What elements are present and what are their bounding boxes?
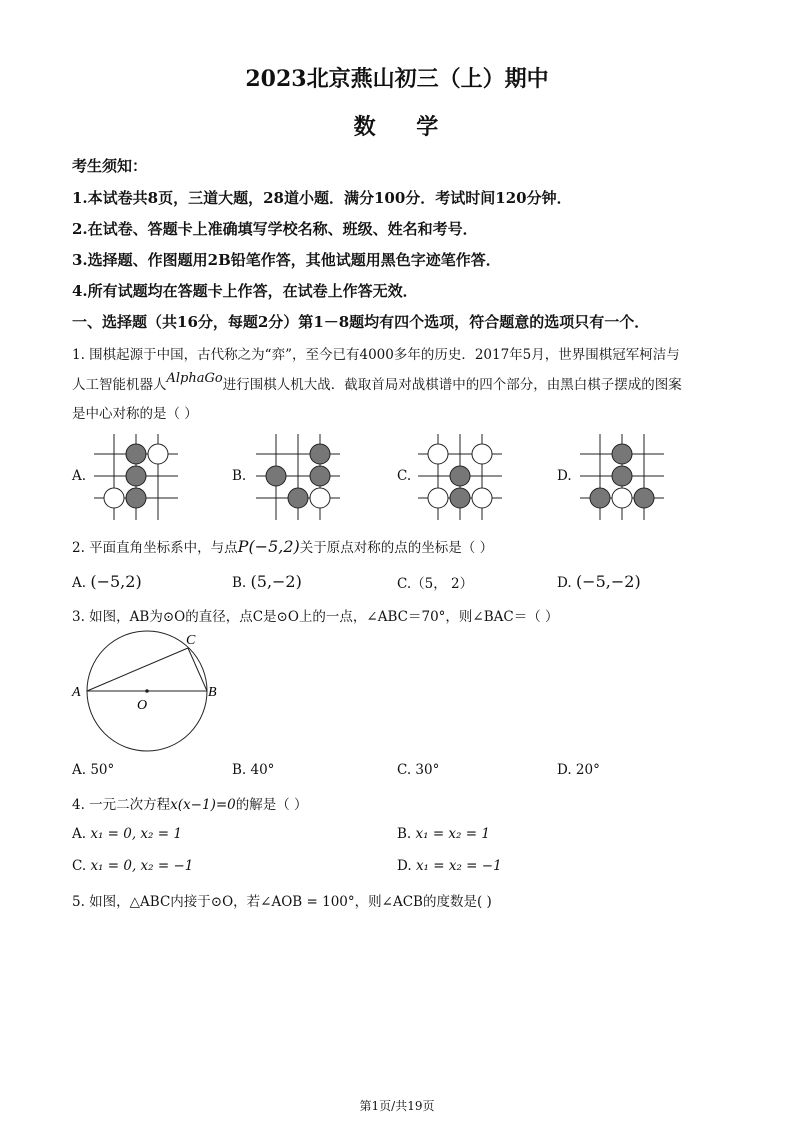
q4-option-d-value: x₁ = x₂ = −1 <box>415 858 502 874</box>
q4-option-b-value: x₁ = x₂ = 1 <box>415 826 490 842</box>
q5-stem: 5. 如图，△ABC内接于⊙O，若∠AOB = 100°，则∠ACB的度数是( ) <box>72 894 492 910</box>
q2-option-b-label: B. <box>232 575 247 591</box>
q1-alphago: AlphaGo <box>166 371 223 386</box>
q2-option-c-label: C. <box>397 576 412 592</box>
q4-option-d <box>397 858 502 874</box>
q4-option-c-label: C. <box>72 858 87 874</box>
q4-stem <box>72 793 308 813</box>
q3-label-c: C <box>186 633 196 648</box>
q1-option-a-label: A. <box>72 468 87 484</box>
q4-option-b <box>397 826 490 842</box>
exam-subject: 数 学 <box>353 114 441 140</box>
notice-item-4: 4.所有试题均在答题卡上作答，在试卷上作答无效． <box>72 282 418 300</box>
q2-stem-pre: 2. 平面直角坐标系中，与点 <box>72 540 238 556</box>
q3-label-o: O <box>137 698 148 713</box>
q2-option-c <box>397 572 473 592</box>
q4-option-a-value: x₁ = 0, x₂ = 1 <box>90 826 182 842</box>
q3-circle-figure <box>66 628 232 758</box>
q2-stem <box>72 536 493 556</box>
notice-item-2: 2.在试卷、答题卡上准确填写学校名称、班级、姓名和考号． <box>72 220 478 238</box>
q4-option-a <box>72 826 182 842</box>
notice-item-1: 1.本试卷共8页，三道大题，28道小题．满分100分．考试时间120分钟． <box>72 189 572 207</box>
q3-label-b: B <box>208 685 217 700</box>
q4-option-b-label: B. <box>397 826 412 842</box>
q4-equation: x(x−1)=0 <box>170 797 236 813</box>
q2-option-a-value: (−5,2) <box>90 572 142 591</box>
q2-option-d-label: D. <box>557 575 572 591</box>
page-footer: 第1页/共19页 <box>359 1099 435 1113</box>
q2-point-p: P(−5,2) <box>237 537 300 556</box>
q3-option-b: B. 40° <box>232 762 275 778</box>
q3-stem: 3. 如图，AB为⊙O的直径，点C是⊙O上的一点，∠ABC＝70°，则∠BAC＝（ ） <box>72 609 559 625</box>
q1-option-d-label: D. <box>557 468 572 484</box>
q4-option-d-label: D. <box>397 858 412 874</box>
q2-option-b-value: (5,−2) <box>250 572 302 591</box>
q4-option-a-label: A. <box>72 826 87 842</box>
q2-option-a <box>72 572 142 591</box>
q3-chord-ac <box>87 648 188 691</box>
q2-option-a-label: A. <box>72 575 87 591</box>
q1-board-c <box>416 432 504 522</box>
exam-title: 2023北京燕山初三（上）期中 <box>245 66 549 92</box>
q1-option-c-label: C. <box>397 468 412 484</box>
q3-option-c: C. 30° <box>397 762 440 778</box>
q1-board-a <box>92 432 180 522</box>
q1-line-2-post: 进行围棋人机大战．截取首局对战棋谱中的四个部分，由黑白棋子摆成的图案 <box>222 377 682 393</box>
q2-option-c-value: （5， 2） <box>411 576 474 592</box>
q3-option-a: A. 50° <box>72 762 115 778</box>
q4-stem-pre: 4. 一元二次方程 <box>72 797 171 813</box>
q2-option-d <box>557 572 641 591</box>
q1-board-d <box>578 432 666 522</box>
q1-board-b <box>254 432 342 522</box>
section-1-heading: 一、选择题（共16分，每题2分）第1－8题均有四个选项，符合题意的选项只有一个． <box>72 313 650 331</box>
q3-option-d: D. 20° <box>557 762 600 778</box>
q3-center-point <box>145 689 149 693</box>
q2-option-b <box>232 572 302 591</box>
q3-chord-bc <box>188 648 207 691</box>
q2-option-d-value: (−5,−2) <box>575 572 641 591</box>
q4-stem-post: 的解是（ ） <box>235 797 308 813</box>
q1-line-2-pre: 人工智能机器人 <box>72 377 167 393</box>
notice-item-3: 3.选择题、作图题用2B铅笔作答，其他试题用黑色字迹笔作答． <box>72 251 501 269</box>
q1-line-2 <box>72 373 682 393</box>
notice-heading: 考生须知： <box>72 157 148 175</box>
q4-option-c-value: x₁ = 0, x₂ = −1 <box>90 858 194 874</box>
q1-line-1: 1. 围棋起源于中国，古代称之为“弈”，至今已有4000多年的历史．2017年5月，世界围棋冠军柯洁与 <box>72 347 680 363</box>
q4-option-c <box>72 858 193 874</box>
q1-line-3: 是中心对称的是（ ） <box>72 406 198 422</box>
q1-option-b-label: B. <box>232 468 247 484</box>
q3-label-a: A <box>72 685 81 700</box>
q2-stem-post: 关于原点对称的点的坐标是（ ） <box>299 540 494 556</box>
